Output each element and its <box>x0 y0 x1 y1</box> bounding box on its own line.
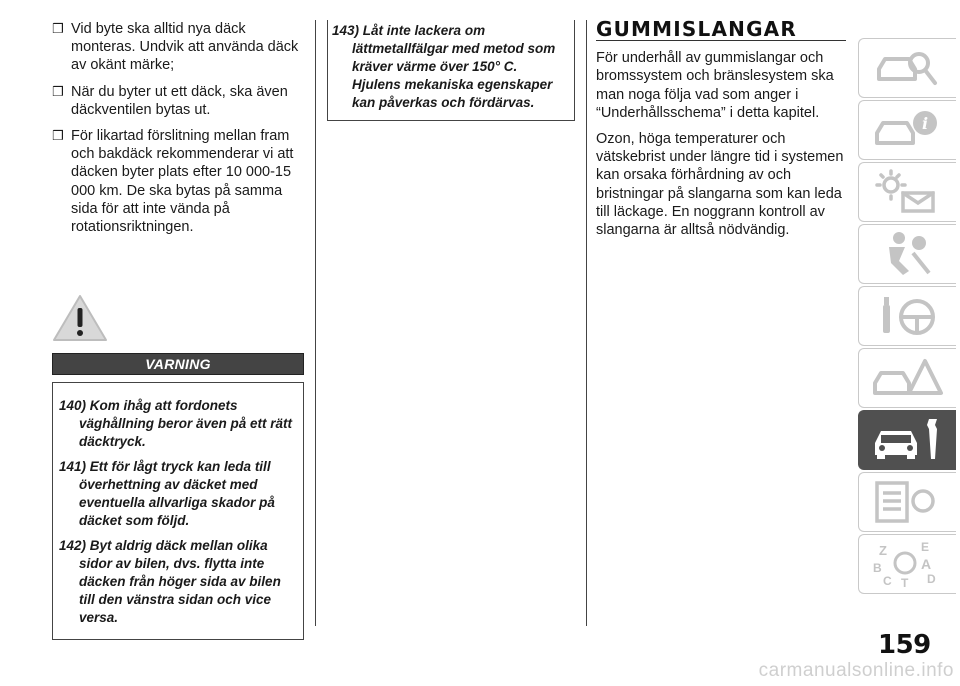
chapter-tab[interactable] <box>858 100 956 160</box>
bullet-text: När du byter ut ett däck, ska även däckventilen bytas ut. <box>71 83 288 118</box>
paragraph: Ozon, höga temperaturer och vätskebrist under längre tid i systemen kan orsaka förhårdning av och bristningar på slangarna som kan leda till läckage. En noggrann kontroll av slangarna är alltså nödvändig. <box>596 131 844 239</box>
svg-text:C: C <box>882 574 892 588</box>
chapter-tab[interactable] <box>858 534 956 594</box>
car-info-icon <box>869 105 947 155</box>
bullet-text: För likartad förslitning mellan fram och bakdäck rekommenderar vi att däcken byter plats efter 10 000-15 000 km. De ska bytas på samma sida för att inte vända på rotationsriktningen. <box>71 128 294 236</box>
car-wrench-icon <box>869 415 947 465</box>
warning-note-box <box>327 20 575 121</box>
chapter-tab[interactable] <box>858 472 956 532</box>
car-search-icon <box>869 43 947 93</box>
chapter-tab[interactable] <box>858 224 956 284</box>
warning-item: 141) Ett för lågt tryck kan leda till överhettning av däcket med eventuella allvarliga skador på däcket som följd. <box>59 459 275 529</box>
warning-item: 143) Låt inte lackera om lättmetallfälgar med metod som kräver värme över 150° C. Hjulens mekaniska egenskaper kan påverkas och fördärvas. <box>332 23 556 110</box>
warning-light-message-icon <box>869 167 947 217</box>
warning-box <box>52 382 304 640</box>
chapter-tab[interactable] <box>858 38 956 98</box>
checkbox-bullet-icon: ❒ <box>52 128 64 144</box>
chapter-tab-active[interactable] <box>858 410 956 470</box>
bullet-text: Vid byte ska alltid nya däck monteras. Undvik att använda däck av okänt märke; <box>71 21 299 74</box>
warning-triangle-icon <box>52 294 108 342</box>
column-middle <box>327 20 575 121</box>
key-steering-wheel-icon <box>869 291 947 341</box>
chapter-tab[interactable] <box>858 348 956 408</box>
warning-item: 140) Kom ihåg att fordonets väghållning beror även på ett rätt däcktryck. <box>59 398 293 450</box>
page-number: 159 <box>878 630 931 660</box>
alphabet-index-icon <box>869 539 947 589</box>
svg-text:Z: Z <box>878 543 887 558</box>
checkbox-bullet-icon: ❒ <box>52 83 64 99</box>
svg-text:A: A <box>920 556 931 572</box>
chapter-tab[interactable] <box>858 162 956 222</box>
chapter-tabs <box>858 38 956 596</box>
paragraph: För underhåll av gummislangar och bromssystem och bränslesystem ska man noga följa vad som anger i “Underhållsschema” i detta kapitel. <box>596 50 834 121</box>
column-divider <box>586 20 587 626</box>
svg-text:i: i <box>921 114 928 133</box>
list-item <box>52 20 304 75</box>
svg-text:D: D <box>926 572 936 586</box>
warning-label: VARNING <box>52 353 304 375</box>
list-item <box>52 83 304 119</box>
list-item <box>52 127 304 236</box>
watermark-text: carmanualsonline.info <box>758 660 954 681</box>
svg-text:E: E <box>920 540 929 554</box>
checkbox-bullet-icon: ❒ <box>52 21 64 36</box>
column-right <box>596 17 846 247</box>
svg-text:T: T <box>900 576 908 589</box>
car-warning-triangle-icon <box>869 353 947 403</box>
column-divider <box>315 20 316 626</box>
warning-item: 142) Byt aldrig däck mellan olika sidor av bilen, dvs. flytta inte däcken från höger sida av bilen till den vänstra sidan och vice versa. <box>59 538 281 626</box>
specs-gear-icon <box>869 477 947 527</box>
airbag-seat-icon <box>869 229 947 279</box>
column-left <box>52 20 304 640</box>
svg-text:B: B <box>872 561 882 575</box>
chapter-tab[interactable] <box>858 286 956 346</box>
section-heading: GUMMISLANGAR <box>596 20 846 41</box>
